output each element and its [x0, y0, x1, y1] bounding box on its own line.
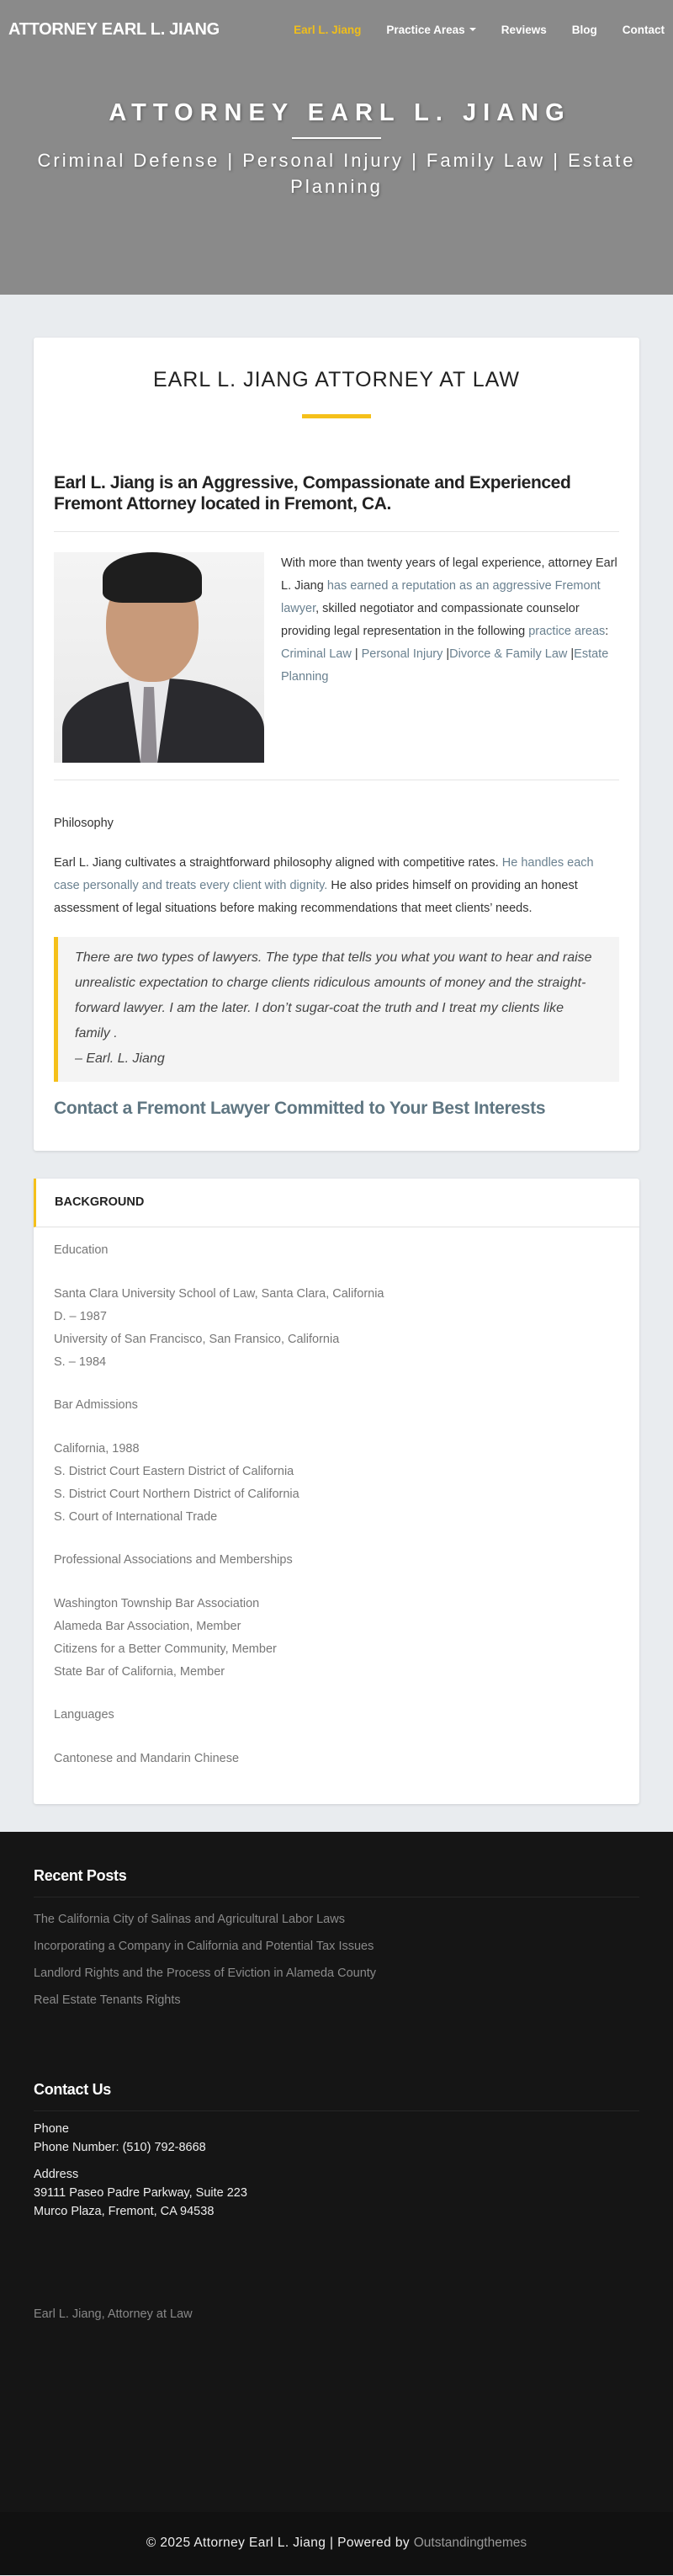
address-block	[34, 2165, 639, 2221]
site-tagline: Earl L. Jiang, Attorney at Law	[34, 2307, 193, 2321]
background-title: BACKGROUND	[34, 1179, 639, 1227]
list-item: Citizens for a Better Community, Member	[54, 1642, 277, 1656]
hero-title: ATTORNEY EARL L. JIANG	[109, 99, 571, 126]
recent-post-link[interactable]: Incorporating a Company in California and Potential Tax Issues	[34, 1940, 374, 1953]
list-item: S. District Court Northern District of California	[54, 1488, 299, 1501]
section-title: Professional Associations and Memberships	[54, 1553, 293, 1567]
list-item: D. – 1987	[54, 1310, 107, 1323]
list-item: Cantonese and Mandarin Chinese	[54, 1752, 240, 1765]
attorney-quote	[54, 937, 619, 1082]
recent-posts-list	[34, 1897, 639, 2014]
philosophy-text-part: He also prides himself on providing an honest assessment of legal situations before making recommendations that meet clients’ needs.	[54, 879, 578, 915]
bio-text-part: With more than twenty years of legal experience, attorney Earl L. Jiang	[281, 556, 617, 593]
contact-cta-heading: Contact a Fremont Lawyer Committed to Your Best Interests	[54, 1099, 546, 1118]
separator: |	[567, 647, 575, 661]
recent-post-link[interactable]: The California City of Salinas and Agricultural Labor Laws	[34, 1913, 345, 1926]
caret-down-icon	[469, 28, 476, 31]
list-item: Santa Clara University School of Law, Santa Clara, California	[54, 1287, 384, 1301]
nav-item-practice-areas-label: Practice Areas	[386, 23, 465, 36]
site-brand-link[interactable]: ATTORNEY EARL L. JIANG	[8, 19, 220, 39]
criminal-law-link[interactable]: Criminal Law	[281, 647, 352, 661]
dignity-link[interactable]: He handles each case personally and treats every client with dignity.	[54, 856, 594, 892]
bio-text	[281, 552, 619, 763]
nav-item-earl-l-jiang[interactable]: Earl L. Jiang	[294, 23, 362, 36]
copyright-text: © 2025 Attorney Earl L. Jiang | Powered by	[146, 2536, 414, 2550]
quote-attribution: – Earl. L. Jiang	[75, 1051, 165, 1066]
background-card	[34, 1179, 639, 1804]
site-footer	[0, 1832, 673, 2575]
footer-widgets	[0, 1832, 673, 2512]
hero-header	[0, 0, 673, 295]
powered-by-link[interactable]: Outstandingthemes	[413, 2536, 527, 2550]
bar-admissions-section	[54, 1394, 619, 1529]
list-item: S. District Court Eastern District of California	[54, 1465, 294, 1478]
main-content	[0, 338, 673, 1804]
recent-post-link[interactable]: Real Estate Tenants Rights	[34, 1993, 181, 2007]
memberships-section	[54, 1549, 619, 1684]
estate-planning-link[interactable]: Estate Planning	[281, 647, 609, 684]
practice-areas-link[interactable]: practice areas	[528, 625, 606, 638]
nav-item-contact[interactable]: Contact	[622, 23, 665, 36]
quote-text: There are two types of lawyers. The type that tells you what you want to hear and raise unrealistic expectation to charge clients ridiculous amounts of money and the straight-forward lawyer. I am the later. I don’t sugar-coat the truth and I treat my clients like family .	[75, 950, 592, 1041]
contact-widget	[34, 2081, 639, 2221]
phone-block	[34, 2120, 639, 2157]
list-item: S. – 1984	[54, 1355, 107, 1369]
list-item: California, 1988	[54, 1442, 140, 1456]
list-item: S. Court of International Trade	[54, 1510, 218, 1524]
list-item: University of San Francisco, San Fransico, California	[54, 1333, 340, 1346]
personal-injury-link[interactable]: Personal Injury	[361, 647, 443, 661]
attorney-photo	[54, 552, 264, 763]
main-nav	[268, 24, 665, 36]
philosophy-text	[54, 852, 619, 920]
copyright-bar	[0, 2512, 673, 2575]
reputation-link[interactable]: has earned a reputation as an aggressive Fremont lawyer	[281, 579, 601, 615]
recent-posts-widget	[34, 1832, 639, 2014]
philosophy-text-part: Earl L. Jiang cultivates a straightforward philosophy aligned with competitive rates.	[54, 856, 502, 870]
page-title: EARL L. JIANG ATTORNEY AT LAW	[152, 368, 521, 391]
hero-subtitle: Criminal Defense | Personal Injury | Family Law | Estate Planning	[37, 150, 636, 197]
divider	[54, 531, 619, 532]
bio-section	[54, 552, 619, 763]
contact-title: Contact Us	[34, 2081, 639, 2111]
hero-divider	[292, 137, 381, 139]
title-accent-bar	[302, 414, 371, 418]
address-line-1: 39111 Paseo Padre Parkway, Suite 223	[34, 2186, 247, 2200]
separator: |	[442, 647, 450, 661]
phone-label: Phone	[34, 2122, 69, 2136]
recent-post-link[interactable]: Landlord Rights and the Process of Eviction in Alameda County	[34, 1967, 377, 1980]
navbar	[0, 0, 673, 59]
bio-text-part: :	[605, 625, 609, 638]
recent-posts-title: Recent Posts	[34, 1832, 639, 1897]
list-item: Washington Township Bar Association	[54, 1597, 260, 1610]
address-label: Address	[34, 2168, 79, 2181]
nav-item-blog[interactable]: Blog	[571, 23, 597, 36]
phone-number: Phone Number: (510) 792-8668	[34, 2141, 206, 2154]
about-card	[34, 338, 639, 1151]
section-title: Bar Admissions	[54, 1398, 138, 1412]
languages-section	[54, 1704, 619, 1770]
philosophy-label: Philosophy	[54, 817, 114, 830]
section-title: Languages	[54, 1708, 114, 1722]
list-item: State Bar of California, Member	[54, 1665, 225, 1679]
address-line-2: Murco Plaza, Fremont, CA 94538	[34, 2205, 215, 2218]
list-item: Alameda Bar Association, Member	[54, 1620, 241, 1633]
nav-item-practice-areas[interactable]	[386, 24, 475, 36]
background-body	[34, 1227, 639, 1782]
nav-item-reviews[interactable]: Reviews	[501, 23, 547, 36]
divorce-family-law-link[interactable]: Divorce & Family Law	[449, 647, 568, 661]
section-title: Education	[54, 1243, 109, 1257]
intro-heading: Earl L. Jiang is an Aggressive, Compassionate and Experienced Fremont Attorney located in Fremont, CA.	[54, 473, 571, 514]
bio-text-part: , skilled negotiator and compassionate counselor providing legal representation in the following	[281, 602, 580, 638]
education-section	[54, 1239, 619, 1374]
separator: |	[351, 647, 362, 661]
